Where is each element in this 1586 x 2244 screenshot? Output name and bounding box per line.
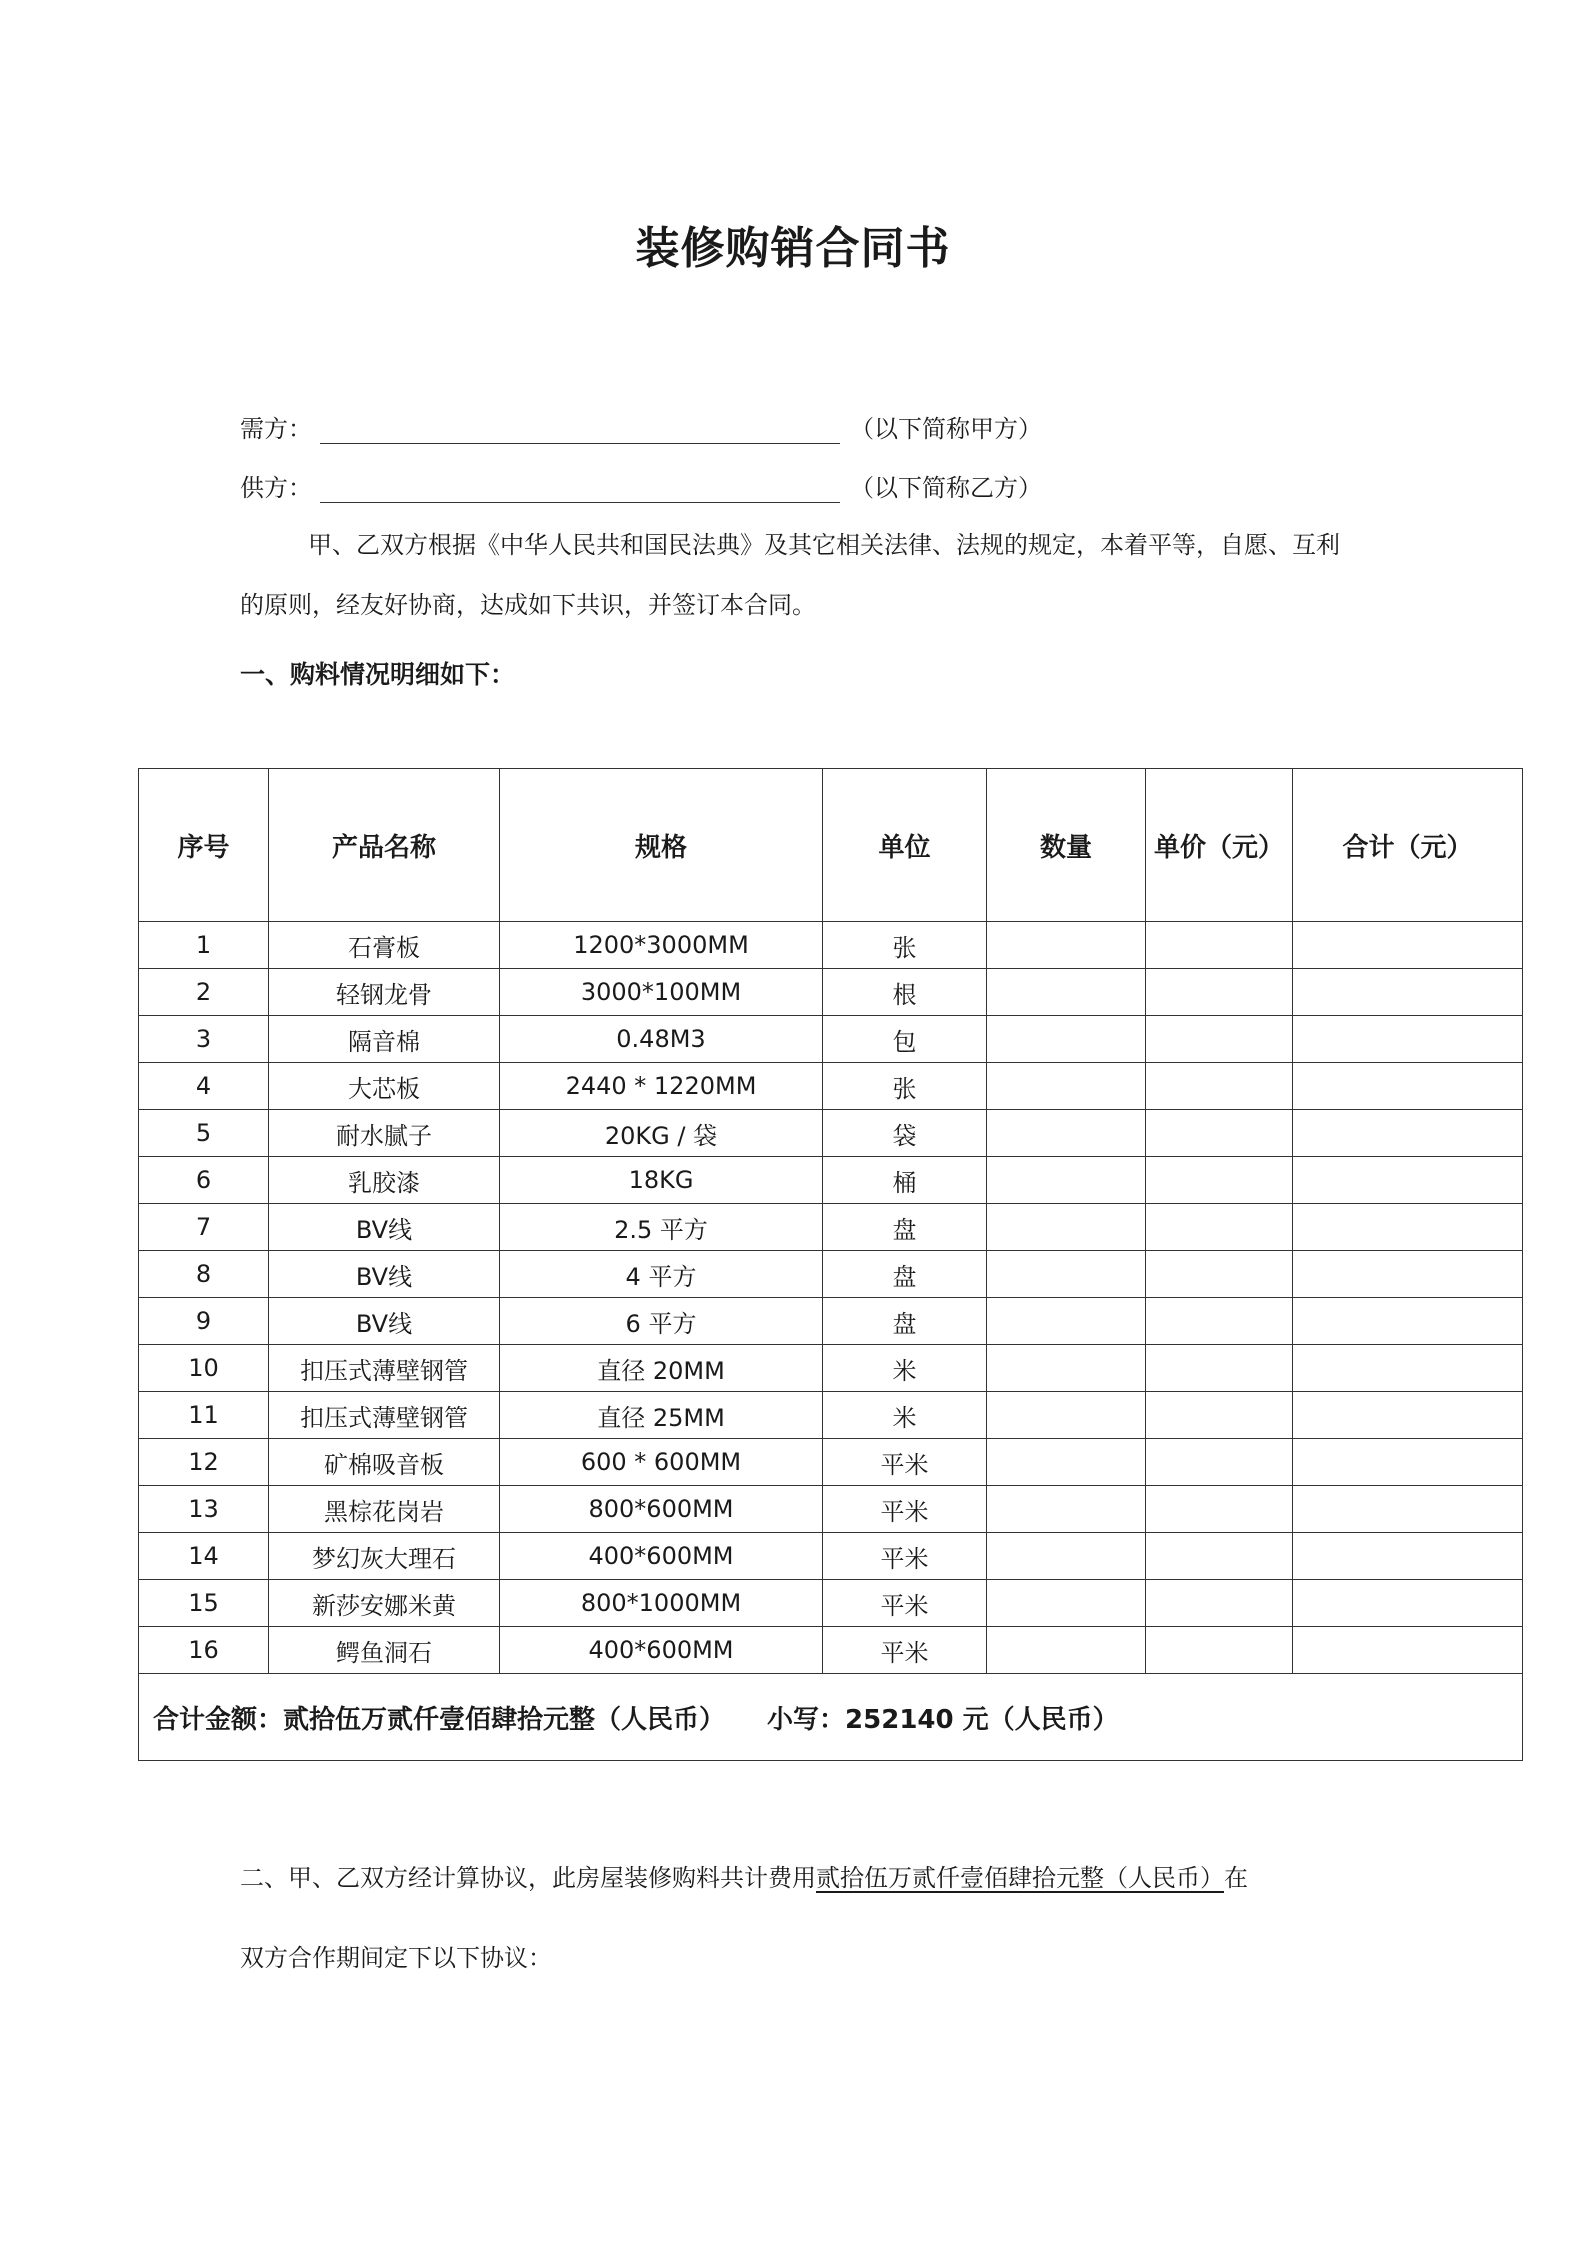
cell-unit-price[interactable] [1146, 1298, 1293, 1345]
buyer-label: 需方： [240, 415, 312, 443]
cell-subtotal[interactable] [1293, 1533, 1523, 1580]
table-row [139, 1063, 1523, 1110]
cell-unit-price[interactable] [1146, 1486, 1293, 1533]
cell-spec: 600 * 600MM [500, 1439, 823, 1486]
cell-unit-price[interactable] [1146, 1533, 1293, 1580]
cell-quantity[interactable] [987, 1392, 1146, 1439]
cell-product-name: 隔音棉 [269, 1016, 500, 1063]
cell-unit: 平米 [823, 1486, 987, 1533]
cell-subtotal[interactable] [1293, 1439, 1523, 1486]
header-product-name: 产品名称 [269, 769, 500, 922]
cell-spec: 0.48M3 [500, 1016, 823, 1063]
cell-product-name: BV线 [269, 1298, 500, 1345]
cell-quantity[interactable] [987, 1533, 1146, 1580]
cell-index: 10 [139, 1345, 269, 1392]
buyer-note: （以下简称甲方） [850, 415, 1042, 443]
cell-product-name: 黑棕花岗岩 [269, 1486, 500, 1533]
cell-unit: 平米 [823, 1627, 987, 1674]
cell-unit: 盘 [823, 1251, 987, 1298]
cell-quantity[interactable] [987, 922, 1146, 969]
cell-subtotal[interactable] [1293, 1016, 1523, 1063]
section-2-amount: 贰拾伍万贰仟壹佰肆拾元整（人民币） [816, 1864, 1224, 1892]
cell-index: 15 [139, 1580, 269, 1627]
table-row [139, 1157, 1523, 1204]
cell-unit-price[interactable] [1146, 1392, 1293, 1439]
table-row [139, 1533, 1523, 1580]
header-unit: 单位 [823, 769, 987, 922]
cell-unit-price[interactable] [1146, 1204, 1293, 1251]
cell-unit: 张 [823, 922, 987, 969]
cell-unit-price[interactable] [1146, 969, 1293, 1016]
cell-unit: 根 [823, 969, 987, 1016]
cell-index: 14 [139, 1533, 269, 1580]
table-row [139, 1204, 1523, 1251]
cell-product-name: 石膏板 [269, 922, 500, 969]
cell-unit-price[interactable] [1146, 1063, 1293, 1110]
table-row [139, 1110, 1523, 1157]
table-row [139, 1016, 1523, 1063]
cell-spec: 400*600MM [500, 1533, 823, 1580]
cell-spec: 800*1000MM [500, 1580, 823, 1627]
cell-subtotal[interactable] [1293, 922, 1523, 969]
page-title: 装修购销合同书 [635, 223, 951, 274]
cell-subtotal[interactable] [1293, 1204, 1523, 1251]
cell-unit-price[interactable] [1146, 1345, 1293, 1392]
cell-unit: 平米 [823, 1439, 987, 1486]
cell-quantity[interactable] [987, 1063, 1146, 1110]
cell-product-name: 乳胶漆 [269, 1157, 500, 1204]
cell-spec: 2440 * 1220MM [500, 1063, 823, 1110]
cell-index: 3 [139, 1016, 269, 1063]
seller-name-blank[interactable] [320, 476, 840, 503]
cell-unit: 米 [823, 1392, 987, 1439]
table-row [139, 1298, 1523, 1345]
table-row [139, 1345, 1523, 1392]
header-spec: 规格 [500, 769, 823, 922]
cell-unit: 盘 [823, 1204, 987, 1251]
section-2-line-1 [240, 1848, 1360, 1908]
section-2-prefix: 二、甲、乙双方经计算协议，此房屋装修购料共计费用 [240, 1864, 816, 1892]
cell-unit-price[interactable] [1146, 1580, 1293, 1627]
table-row [139, 1392, 1523, 1439]
cell-quantity[interactable] [987, 1204, 1146, 1251]
cell-subtotal[interactable] [1293, 1298, 1523, 1345]
section-2-paragraph [240, 1848, 1360, 1908]
cell-quantity[interactable] [987, 969, 1146, 1016]
cell-index: 4 [139, 1063, 269, 1110]
cell-unit: 平米 [823, 1580, 987, 1627]
header-quantity: 数量 [987, 769, 1146, 922]
cell-subtotal[interactable] [1293, 969, 1523, 1016]
cell-spec: 3000*100MM [500, 969, 823, 1016]
header-unit-price: 单价（元） [1146, 769, 1293, 922]
cell-unit: 米 [823, 1345, 987, 1392]
cell-unit: 包 [823, 1016, 987, 1063]
table-row [139, 969, 1523, 1016]
cell-subtotal[interactable] [1293, 1580, 1523, 1627]
cell-subtotal[interactable] [1293, 1345, 1523, 1392]
cell-product-name: BV线 [269, 1204, 500, 1251]
cell-index: 8 [139, 1251, 269, 1298]
table-row [139, 1627, 1523, 1674]
cell-product-name: 扣压式薄壁钢管 [269, 1345, 500, 1392]
cell-index: 11 [139, 1392, 269, 1439]
cell-unit: 袋 [823, 1110, 987, 1157]
intro-line-2: 的原则，经友好协商，达成如下共识，并签订本合同。 [240, 591, 816, 619]
total-small-label: 小写： [767, 1704, 846, 1735]
table-row [139, 922, 1523, 969]
total-amount-digits: 252140 元（人民币） [845, 1704, 1119, 1735]
cell-subtotal[interactable] [1293, 1251, 1523, 1298]
cell-product-name: 扣压式薄壁钢管 [269, 1392, 500, 1439]
table-row [139, 1439, 1523, 1486]
cell-unit: 平米 [823, 1533, 987, 1580]
cell-spec: 4 平方 [500, 1251, 823, 1298]
total-cell [139, 1674, 1523, 1761]
cell-spec: 800*600MM [500, 1486, 823, 1533]
total-row [139, 1674, 1523, 1761]
cell-unit-price[interactable] [1146, 1439, 1293, 1486]
cell-subtotal[interactable] [1293, 1110, 1523, 1157]
section-2-suffix: 在 [1224, 1864, 1248, 1892]
cell-product-name: 大芯板 [269, 1063, 500, 1110]
cell-product-name: 鳄鱼洞石 [269, 1627, 500, 1674]
section-2-line-2: 双方合作期间定下以下协议： [240, 1944, 552, 1972]
table-header-row [139, 769, 1523, 922]
cell-spec: 直径 25MM [500, 1392, 823, 1439]
table-row [139, 1251, 1523, 1298]
total-label: 合计金额： [153, 1704, 284, 1735]
cell-index: 9 [139, 1298, 269, 1345]
intro-line-1: 甲、乙双方根据《中华人民共和国民法典》及其它相关法律、法规的规定，本着平等，自愿、互利 [308, 531, 1340, 559]
cell-quantity[interactable] [987, 1580, 1146, 1627]
cell-quantity[interactable] [987, 1439, 1146, 1486]
section-2-paragraph-cont [240, 1928, 1360, 1988]
header-subtotal: 合计（元） [1293, 769, 1523, 922]
cell-spec: 直径 20MM [500, 1345, 823, 1392]
cell-index: 6 [139, 1157, 269, 1204]
table-row [139, 1580, 1523, 1627]
cell-quantity[interactable] [987, 1345, 1146, 1392]
intro-paragraph [240, 515, 1360, 635]
cell-spec: 20KG / 袋 [500, 1110, 823, 1157]
cell-product-name: 耐水腻子 [269, 1110, 500, 1157]
cell-subtotal[interactable] [1293, 1486, 1523, 1533]
seller-line [240, 467, 1042, 503]
cell-unit-price[interactable] [1146, 1627, 1293, 1674]
cell-unit: 桶 [823, 1157, 987, 1204]
cell-subtotal[interactable] [1293, 1392, 1523, 1439]
cell-quantity[interactable] [987, 1486, 1146, 1533]
cell-unit-price[interactable] [1146, 1110, 1293, 1157]
cell-product-name: 新莎安娜米黄 [269, 1580, 500, 1627]
cell-subtotal[interactable] [1293, 1157, 1523, 1204]
header-index: 序号 [139, 769, 269, 922]
cell-quantity[interactable] [987, 1016, 1146, 1063]
cell-index: 16 [139, 1627, 269, 1674]
cell-subtotal[interactable] [1293, 1063, 1523, 1110]
materials-table [138, 768, 1523, 1761]
cell-product-name: 轻钢龙骨 [269, 969, 500, 1016]
cell-index: 5 [139, 1110, 269, 1157]
buyer-line [240, 408, 1042, 444]
cell-index: 7 [139, 1204, 269, 1251]
cell-unit: 盘 [823, 1298, 987, 1345]
cell-quantity[interactable] [987, 1627, 1146, 1674]
cell-spec: 6 平方 [500, 1298, 823, 1345]
cell-subtotal[interactable] [1293, 1627, 1523, 1674]
cell-spec: 1200*3000MM [500, 922, 823, 969]
cell-product-name: BV线 [269, 1251, 500, 1298]
cell-quantity[interactable] [987, 1157, 1146, 1204]
cell-quantity[interactable] [987, 1110, 1146, 1157]
table-row [139, 1486, 1523, 1533]
cell-spec: 2.5 平方 [500, 1204, 823, 1251]
buyer-name-blank[interactable] [320, 417, 840, 444]
section-1-heading: 一、购料情况明细如下： [240, 660, 516, 689]
cell-index: 2 [139, 969, 269, 1016]
cell-unit: 张 [823, 1063, 987, 1110]
cell-unit-price[interactable] [1146, 1251, 1293, 1298]
cell-quantity[interactable] [987, 1298, 1146, 1345]
cell-index: 13 [139, 1486, 269, 1533]
total-amount-words: 贰拾伍万贰仟壹佰肆拾元整（人民币） [283, 1704, 726, 1735]
seller-note: （以下简称乙方） [850, 474, 1042, 502]
cell-unit-price[interactable] [1146, 1016, 1293, 1063]
cell-index: 1 [139, 922, 269, 969]
cell-index: 12 [139, 1439, 269, 1486]
cell-product-name: 矿棉吸音板 [269, 1439, 500, 1486]
cell-spec: 18KG [500, 1157, 823, 1204]
cell-unit-price[interactable] [1146, 922, 1293, 969]
cell-product-name: 梦幻灰大理石 [269, 1533, 500, 1580]
seller-label: 供方： [240, 474, 312, 502]
cell-spec: 400*600MM [500, 1627, 823, 1674]
cell-unit-price[interactable] [1146, 1157, 1293, 1204]
cell-quantity[interactable] [987, 1251, 1146, 1298]
